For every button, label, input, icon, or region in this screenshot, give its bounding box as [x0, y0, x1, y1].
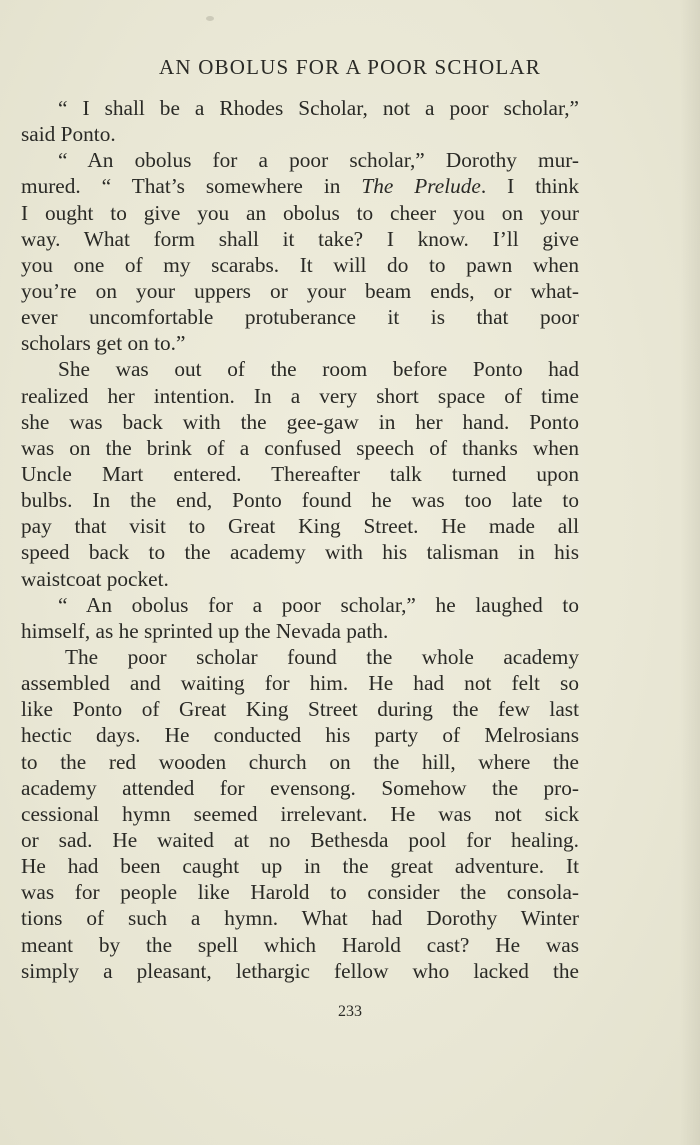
paper-speck	[206, 16, 214, 21]
text-line: like Ponto of Great King Street during the few last	[21, 697, 579, 722]
book-title-italic: The Prelude	[361, 174, 481, 199]
text-line: The poor scholar found the whole academy	[65, 644, 579, 669]
page-number: 233	[338, 1003, 362, 1020]
text-line: to the red wooden church on the hill, where the	[21, 749, 579, 774]
text-line: realized her intention. In a very short space of time	[21, 383, 579, 408]
text-line: speed back to the academy with his talisman in his	[21, 540, 579, 565]
text-line: cessional hymn seemed irrelevant. He was not sick	[21, 801, 579, 826]
text-line: said Ponto.	[21, 122, 116, 147]
text-line: way. What form shall it take? I know. I’ll give	[21, 226, 579, 251]
text-line: or sad. He waited at no Bethesda pool for healing.	[21, 827, 579, 852]
text-line: bulbs. In the end, Ponto found he was too late to	[21, 488, 579, 513]
text-line: was on the brink of a confused speech of thanks when	[21, 435, 579, 460]
text-line: hectic days. He conducted his party of Melrosians	[21, 723, 579, 748]
text-line: meant by the spell which Harold cast? He was	[21, 932, 579, 957]
running-head: AN OBOLUS FOR A POOR SCHOLAR	[159, 55, 541, 79]
text-line: He had been caught up in the great adventure. It	[21, 854, 579, 879]
text-line: mured. “ That’s somewhere in The Prelude. I think	[21, 174, 579, 199]
text-line: was for people like Harold to consider the consola-	[21, 880, 579, 905]
body-text	[21, 95, 579, 984]
text-line: “ An obolus for a poor scholar,” he laughed to	[58, 592, 579, 617]
text-line: pay that visit to Great King Street. He made all	[21, 514, 579, 539]
text-line: tions of such a hymn. What had Dorothy Winter	[21, 906, 579, 931]
text-line: ever uncomfortable protuberance it is that poor	[21, 305, 579, 330]
text-line: waistcoat pocket.	[21, 566, 169, 591]
text-line: “ An obolus for a poor scholar,” Dorothy mur-	[58, 148, 579, 173]
text-line: you one of my scarabs. It will do to pawn when	[21, 252, 579, 277]
text-line: “ I shall be a Rhodes Scholar, not a poor scholar,”	[58, 96, 579, 120]
text-line: She was out of the room before Ponto had	[58, 357, 579, 382]
text-line: I ought to give you an obolus to cheer you on your	[21, 200, 579, 225]
text-line: academy attended for evensong. Somehow the pro-	[21, 775, 579, 800]
text-line: you’re on your uppers or your beam ends, or what-	[21, 278, 579, 303]
text-line: simply a pleasant, lethargic fellow who lacked the	[21, 958, 579, 983]
text-line: she was back with the gee-gaw in her hand. Ponto	[21, 409, 579, 434]
text-line: Uncle Mart entered. Thereafter talk turned upon	[21, 461, 579, 486]
text-line: assembled and waiting for him. He had not felt so	[21, 671, 579, 696]
text-line: scholars get on to.”	[21, 331, 186, 356]
text-line: himself, as he sprinted up the Nevada path.	[21, 618, 389, 643]
page-edge-shadow	[680, 0, 700, 1145]
